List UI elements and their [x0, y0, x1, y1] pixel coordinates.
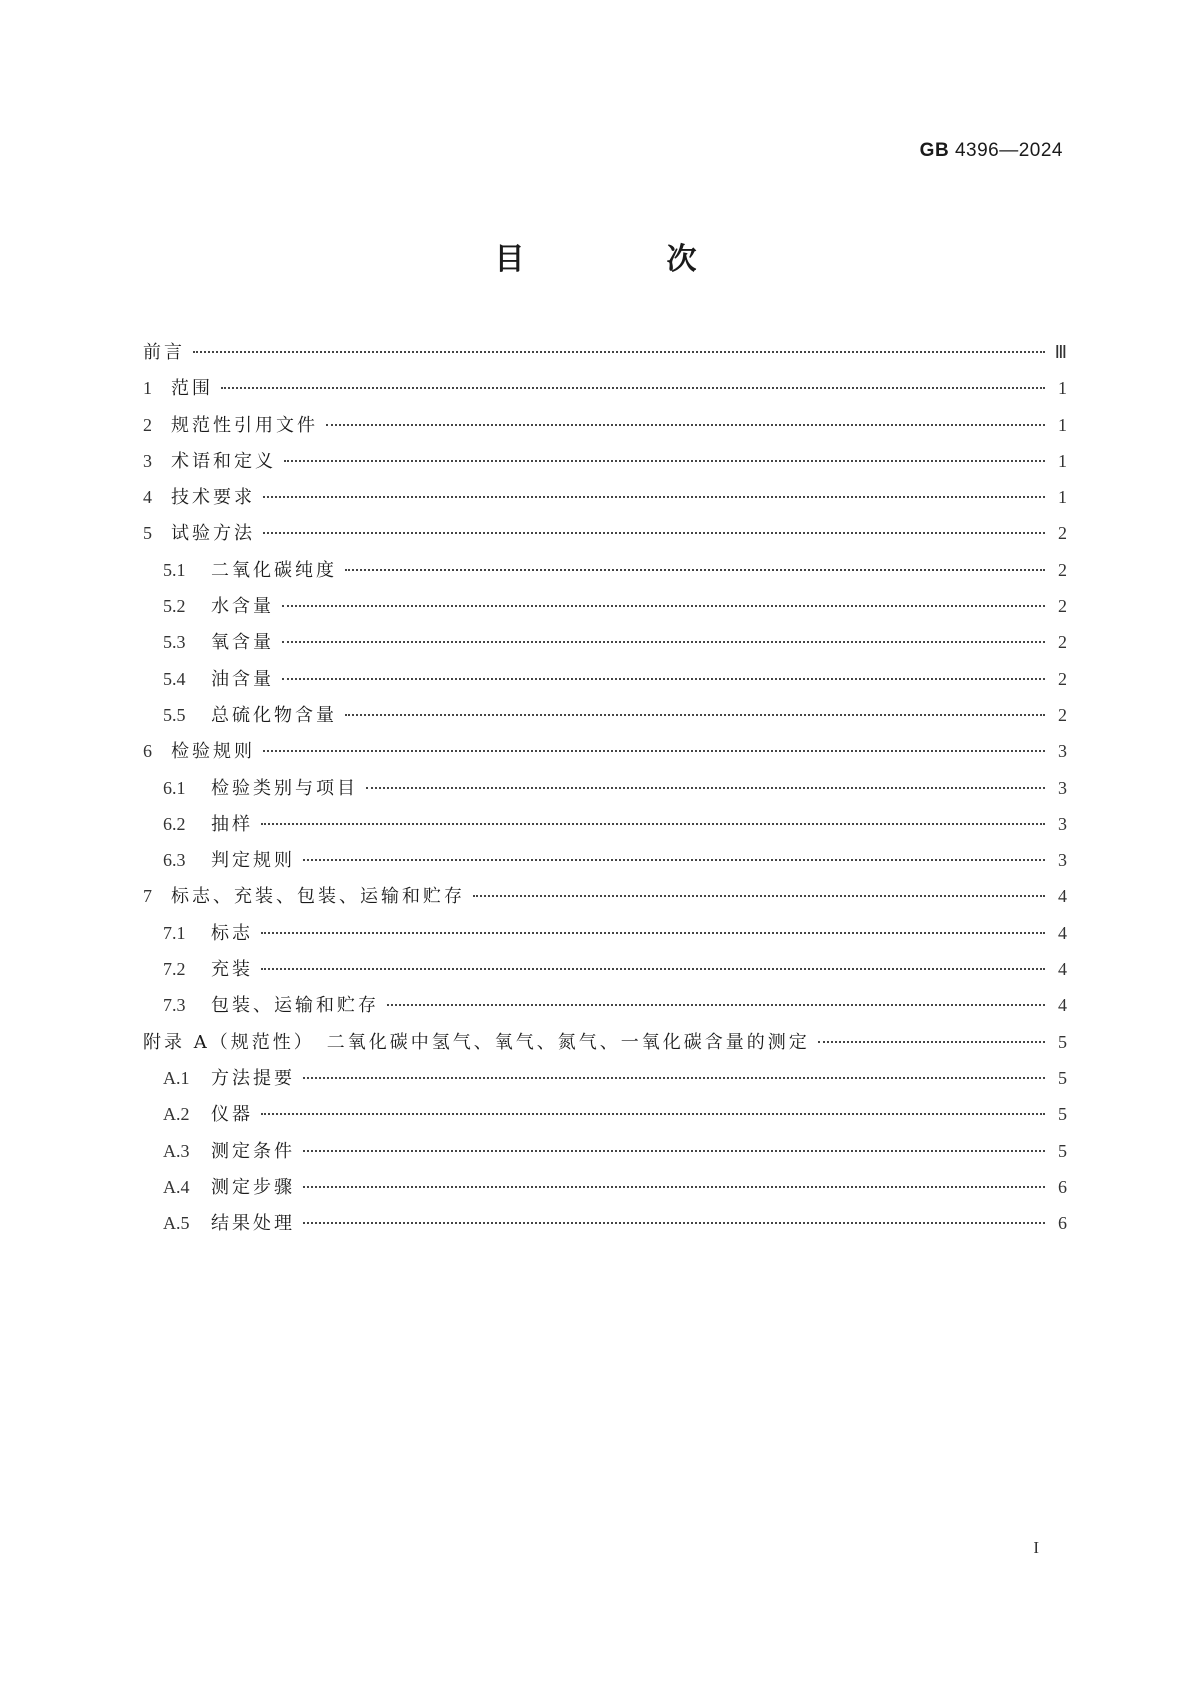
toc-dot-leader: [261, 968, 1045, 970]
toc-entry[interactable]: [143, 411, 1067, 447]
toc-entry[interactable]: [143, 882, 1067, 918]
toc-entry-page: 3: [1058, 850, 1067, 871]
toc-dot-leader: [221, 387, 1045, 389]
toc-entry-number: 7.1: [163, 922, 186, 943]
toc-entry-label: 检验类别与项目: [211, 777, 358, 799]
toc-entry[interactable]: [143, 556, 1067, 592]
standard-prefix: GB: [919, 140, 950, 161]
toc-entry-page: 1: [1058, 414, 1067, 435]
toc-entry-label: 附录 A（规范性） 二氧化碳中氢气、氧气、氮气、一氧化碳含量的测定: [143, 1031, 810, 1053]
toc-entry[interactable]: [143, 1100, 1067, 1136]
toc-entry-page: 2: [1058, 704, 1067, 725]
toc-entry-page: 2: [1058, 632, 1067, 653]
toc-dot-leader: [261, 1113, 1045, 1115]
toc-entry-page: 3: [1058, 741, 1067, 762]
toc-entry-number: 1: [143, 378, 152, 399]
toc-entry[interactable]: [143, 991, 1067, 1027]
toc-entry-number: A.3: [163, 1140, 190, 1161]
standard-number: 4396—2024: [954, 140, 1063, 161]
toc-entry-number: 5.1: [163, 559, 186, 580]
toc-entry-page: 5: [1058, 1104, 1067, 1125]
toc-entry-number: 5.5: [163, 704, 186, 725]
toc-entry[interactable]: [143, 919, 1067, 955]
toc-entry-page: 1: [1058, 487, 1067, 508]
toc-entry-label: 判定规则: [211, 850, 295, 872]
toc-entry-number: A.5: [163, 1213, 190, 1234]
toc-entry[interactable]: [143, 628, 1067, 664]
toc-entry-label: 试验方法: [171, 523, 255, 545]
toc-dot-leader: [303, 1077, 1045, 1079]
toc-entry-label: 术语和定义: [171, 450, 276, 472]
toc-entry[interactable]: [143, 846, 1067, 882]
toc-dot-leader: [263, 750, 1045, 752]
toc-entry-label: 规范性引用文件: [171, 414, 318, 436]
toc-entry-page: 3: [1058, 813, 1067, 834]
toc-dot-leader: [303, 1222, 1045, 1224]
toc-entry-number: 2: [143, 414, 152, 435]
toc-entry-number: 7.3: [163, 995, 186, 1016]
toc-entry-label: 二氧化碳纯度: [211, 559, 337, 581]
toc-dot-leader: [282, 641, 1045, 643]
toc-entry-number: 4: [143, 487, 152, 508]
toc-entry-page: 3: [1058, 777, 1067, 798]
toc-entry-label: 前言: [143, 342, 185, 363]
toc-entry[interactable]: [143, 1028, 1067, 1064]
toc-entry-label: 范围: [171, 378, 213, 400]
toc-entry-page: 4: [1058, 995, 1067, 1016]
toc-dot-leader: [303, 1150, 1045, 1152]
toc-entry-page: 4: [1058, 886, 1067, 907]
toc-dot-leader: [303, 859, 1045, 861]
toc-dot-leader: [473, 895, 1045, 897]
toc-entry[interactable]: [143, 737, 1067, 773]
toc-entry-label: 充装: [211, 959, 253, 981]
toc-entry-page: 4: [1058, 922, 1067, 943]
toc-entry-page: Ⅲ: [1054, 342, 1067, 362]
toc-entry-page: 4: [1058, 959, 1067, 980]
toc-entry-number: 6.3: [163, 850, 186, 871]
toc-entry-number: 5.3: [163, 632, 186, 653]
toc-entry-label: 技术要求: [171, 487, 255, 509]
toc-entry-page: 1: [1058, 450, 1067, 471]
toc-entry-number: 3: [143, 450, 152, 471]
toc-entry[interactable]: [143, 483, 1067, 519]
toc-entry[interactable]: [143, 447, 1067, 483]
toc-dot-leader: [387, 1004, 1045, 1006]
toc-dot-leader: [261, 932, 1045, 934]
toc-entry-number: A.2: [163, 1104, 190, 1125]
toc-entry-page: 5: [1058, 1031, 1067, 1052]
toc-title: 目 次: [494, 242, 753, 277]
toc-entry[interactable]: [143, 665, 1067, 701]
toc-entry-number: A.1: [163, 1067, 190, 1088]
toc-entry-number: A.4: [163, 1176, 190, 1197]
toc-entry-number: 6: [143, 741, 152, 762]
toc-entry-label: 检验规则: [171, 741, 255, 763]
toc-entry-number: 6.2: [163, 813, 186, 834]
toc-dot-leader: [263, 496, 1045, 498]
toc-dot-leader: [303, 1186, 1045, 1188]
toc-dot-leader: [345, 714, 1045, 716]
toc-entry-label: 包装、运输和贮存: [211, 995, 379, 1017]
toc-entry-page: 5: [1058, 1067, 1067, 1088]
toc-entry-number: 5.2: [163, 596, 186, 617]
toc-entry-label: 氧含量: [211, 632, 274, 654]
toc-entry[interactable]: [143, 810, 1067, 846]
toc-entry[interactable]: [143, 1173, 1067, 1209]
toc-entry[interactable]: [143, 774, 1067, 810]
toc-entry-page: 2: [1058, 523, 1067, 544]
toc-entry-label: 油含量: [211, 668, 274, 690]
toc-entry-label: 总硫化物含量: [211, 704, 337, 726]
toc-entry-page: 1: [1058, 378, 1067, 399]
toc-entry-page: 2: [1058, 559, 1067, 580]
toc-entry-number: 5: [143, 523, 152, 544]
toc-entry-number: 7: [143, 886, 152, 907]
toc-entry[interactable]: [143, 1064, 1067, 1100]
toc-dot-leader: [284, 460, 1045, 462]
toc-entry[interactable]: [143, 1137, 1067, 1173]
toc-entry-page: 2: [1058, 596, 1067, 617]
toc-entry[interactable]: [143, 374, 1067, 410]
toc-entry-label: 测定条件: [211, 1140, 295, 1162]
standard-code: [920, 140, 1063, 162]
toc-dot-leader: [282, 605, 1045, 607]
toc-dot-leader: [326, 424, 1045, 426]
toc-dot-leader: [282, 678, 1045, 680]
toc-entry-label: 方法提要: [211, 1067, 295, 1089]
toc-entry-label: 仪器: [211, 1104, 253, 1126]
toc-dot-leader: [818, 1041, 1045, 1043]
toc-entry[interactable]: [143, 519, 1067, 555]
toc-dot-leader: [263, 532, 1045, 534]
toc-dot-leader: [193, 351, 1045, 353]
toc-entry-label: 抽样: [211, 813, 253, 835]
toc-entry[interactable]: [143, 955, 1067, 991]
toc-entry-page: 6: [1058, 1213, 1067, 1234]
toc-entry-label: 标志: [211, 922, 253, 944]
toc-dot-leader: [261, 823, 1045, 825]
toc-entry-label: 结果处理: [211, 1213, 295, 1235]
toc-dot-leader: [345, 569, 1045, 571]
toc-entry-page: 5: [1058, 1140, 1067, 1161]
toc-entry-page: 6: [1058, 1176, 1067, 1197]
toc-entry-page: 2: [1058, 668, 1067, 689]
toc-entry-number: 5.4: [163, 668, 186, 689]
toc-entry-label: 水含量: [211, 596, 274, 618]
toc-entry-number: 6.1: [163, 777, 186, 798]
toc-entry-number: 7.2: [163, 959, 186, 980]
toc-dot-leader: [366, 787, 1045, 789]
table-of-contents: [143, 338, 1067, 1245]
toc-entry-label: 测定步骤: [211, 1176, 295, 1198]
toc-entry[interactable]: [143, 701, 1067, 737]
toc-entry-label: 标志、充装、包装、运输和贮存: [171, 886, 465, 908]
page-number: I: [1033, 1538, 1039, 1557]
toc-entry[interactable]: [143, 592, 1067, 628]
toc-entry[interactable]: [143, 338, 1067, 374]
toc-entry[interactable]: [143, 1209, 1067, 1245]
